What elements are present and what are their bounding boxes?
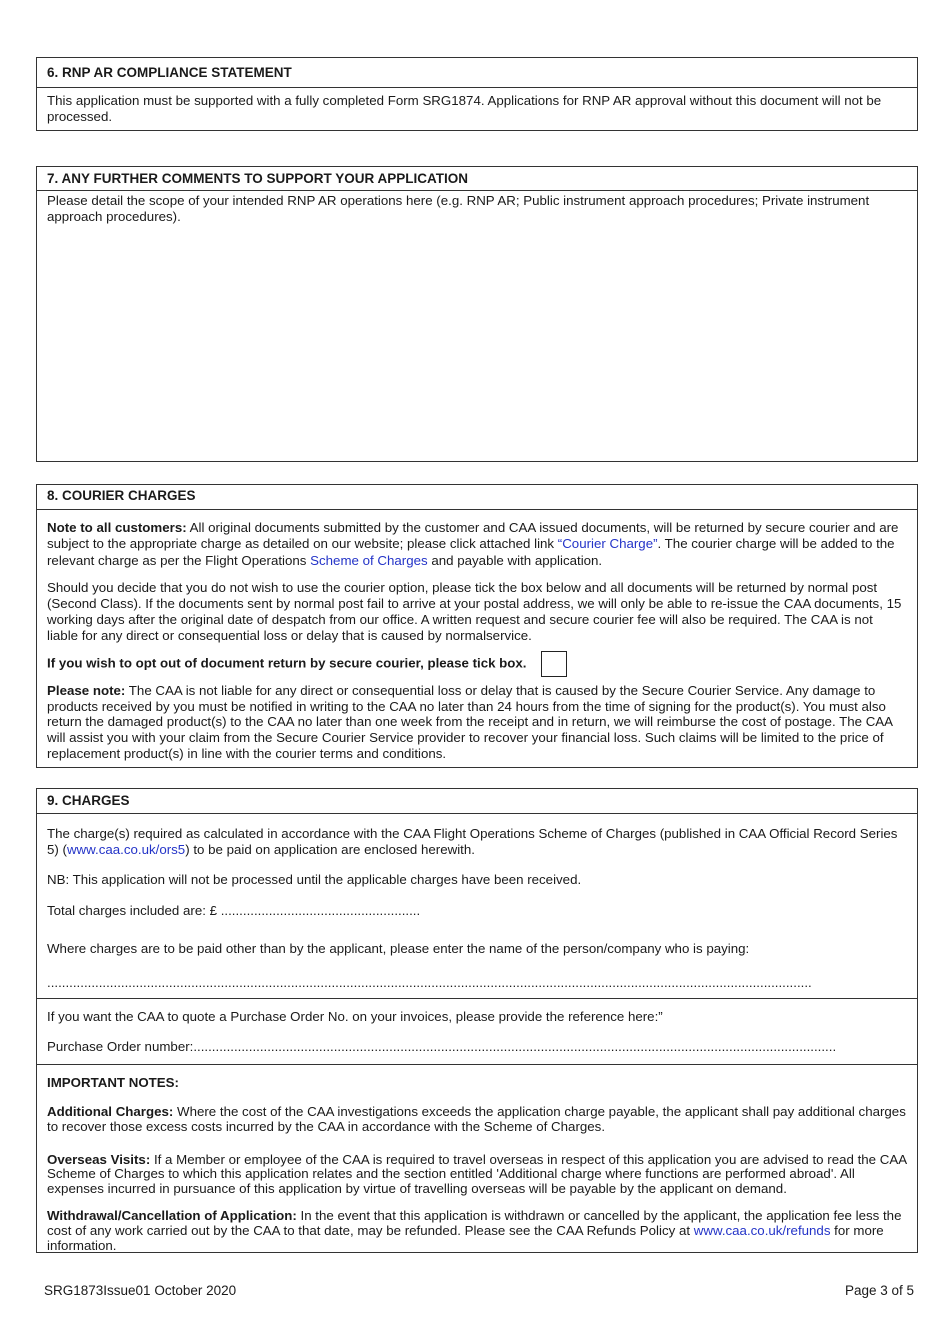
charges-text-b: ) to be paid on application are enclosed herewith.: [185, 842, 475, 858]
section-7-instructions: Please detail the scope of your intended RNP AR operations here (e.g. RNP AR; Public instrument approach procedures; Private instrument approach procedures).: [47, 192, 870, 225]
courier-note: [37, 510, 917, 574]
comments-textarea[interactable]: [47, 227, 907, 453]
note-label: Note to all customers:: [47, 519, 187, 535]
additional-charges-note: [37, 1095, 917, 1138]
ors5-link[interactable]: www.caa.co.uk/ors5: [66, 842, 186, 858]
additional-charges-label: Additional Charges:: [47, 1104, 174, 1120]
please-note: [37, 681, 917, 767]
courier-charge-link[interactable]: “Courier Charge”: [557, 536, 658, 552]
footer-doc-id: SRG1873Issue01 October 2020: [44, 1283, 237, 1298]
section-9-title: 9. CHARGES: [37, 789, 917, 814]
payer-field[interactable]: ...............................................................................................................................................................................................................: [47, 974, 812, 990]
section-6-body: This application must be supported with a fully completed Form SRG1874. Applications for RNP AR approval without this document will not be processed.: [47, 92, 882, 125]
total-charges-label: Total charges included are: £ ......................................................: [47, 902, 421, 918]
po-intro: If you want the CAA to quote a Purchase Order No. on your invoices, please provide the reference here:”: [47, 1008, 663, 1024]
section-7-title: 7. ANY FURTHER COMMENTS TO SUPPORT YOUR APPLICATION: [37, 167, 917, 191]
withdrawal-note: [37, 1200, 917, 1257]
section-8: [36, 484, 918, 768]
section-9: [36, 788, 918, 1253]
payer-label: Where charges are to be paid other than by the applicant, please enter the name of the person/company who is paying:: [47, 941, 750, 957]
section-6-title: 6. RNP AR COMPLIANCE STATEMENT: [37, 58, 917, 88]
withdrawal-label: Withdrawal/Cancellation of Application:: [47, 1208, 297, 1224]
opt-out-checkbox[interactable]: [541, 651, 567, 677]
important-notes-title: [37, 1065, 917, 1096]
total-charges-field[interactable]: [37, 893, 917, 924]
overseas-visits-note: [37, 1139, 917, 1201]
please-note-label: Please note:: [47, 682, 126, 698]
section-6: [36, 57, 918, 131]
scheme-of-charges-link[interactable]: Scheme of Charges: [310, 553, 428, 569]
opt-out-label: If you wish to opt out of document return by secure courier, please tick box.: [47, 655, 527, 671]
overseas-visits-text: If a Member or employee of the CAA is required to travel overseas in respect of this application you are advised to read the CAA Scheme of Charges to which this application relates and the section entitled 'Additional charge where functions are performed abroad'. All expenses incurred in pursuance of this application by virtue of travelling overseas will be payable by the applicant on demand.: [47, 1151, 907, 1196]
charges-text-a: The charge(s) required as calculated in accordance with the CAA Flight Operations Scheme of Charges (published in CAA Official Record Series 5) (: [47, 825, 898, 858]
important-notes-heading: IMPORTANT NOTES:: [47, 1074, 179, 1090]
charges-paragraph: [37, 814, 917, 863]
section-7: [36, 166, 918, 462]
note-text-3: and payable with application.: [427, 553, 603, 569]
opt-out-row: [37, 649, 917, 681]
po-number-field[interactable]: Purchase Order number:..............................................................................................................................................................................: [47, 1039, 837, 1055]
overseas-visits-label: Overseas Visits:: [47, 1151, 151, 1167]
withdrawal-end: for more information.: [47, 1223, 884, 1253]
footer-page-number: Page 3 of 5: [844, 1283, 914, 1298]
section-8-title: 8. COURIER CHARGES: [37, 485, 917, 510]
withdrawal-text: In the event that this application is withdrawn or cancelled by the applicant, the application fee less the cost of any work carried out by the CAA to that date, may be refunded. Please see the CAA Refunds Policy at: [47, 1208, 902, 1239]
normal-post-paragraph: Should you decide that you do not wish to use the courier option, please tick the box below and all documents will be returned by normal post (Second Class). If the documents sent by normal post fail to arrive at your postal address, we will only be able to re-issue the CAA documents, 15 working days after the original date of despatch from our office. A written request and secure courier fee will also be required. The CAA is not liable for any direct or consequential loss or delay that is caused by normalservice.: [47, 579, 902, 644]
note-text-1: All original documents submitted by the customer and CAA issued documents, will be returned by secure courier and are subject to the appropriate charge as detailed on our website; please click attached link: [47, 519, 899, 552]
additional-charges-text: Where the cost of the CAA investigations exceeds the application charge payable, the applicant shall pay additional charges to recover those excess costs incurred by the CAA in accordance with the Scheme of Charges.: [47, 1104, 906, 1134]
note-text-2: . The courier charge will be added to the relevant charge as per the Flight Operations: [47, 536, 895, 569]
please-note-text: The CAA is not liable for any direct or consequential loss or delay that is caused by the Secure Courier Service. Any damage to products received by you must be notified in writing to the CAA no later than 24 hours from the time of signing for the product(s). You must also return the damaged product(s) to the CAA no later than one week from the receipt and in return, we will reimburse the cost of postage. The CAA will assist you with your claim from the Secure Courier Service provider to recover your financial loss. Such claims will be limited to the price of replacement product(s) in line with the courier terms and conditions.: [47, 682, 893, 762]
nb-text: NB: This application will not be processed until the applicable charges have been received.: [47, 872, 582, 888]
refunds-link[interactable]: www.caa.co.uk/refunds: [693, 1223, 831, 1239]
